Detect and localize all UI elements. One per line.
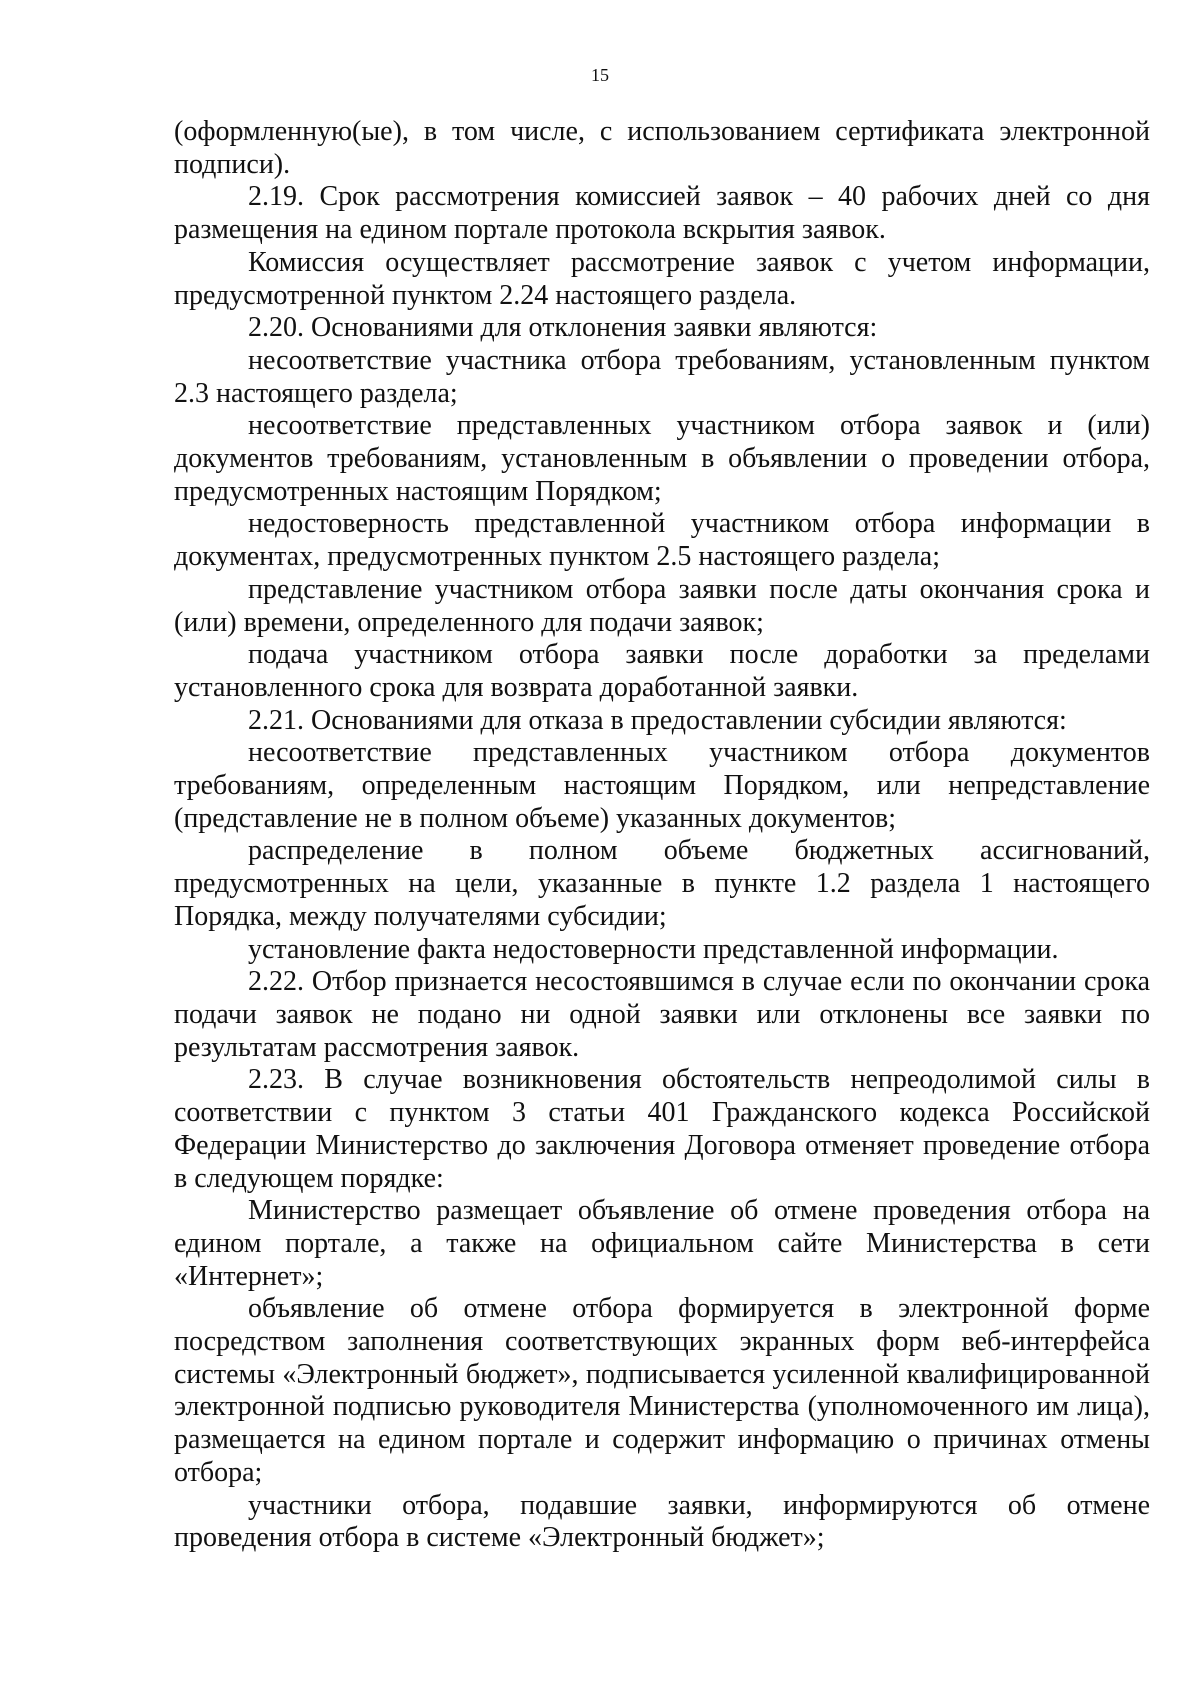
paragraph-commission: Комиссия осуществляет рассмотрение заявок с учетом информации, предусмотренной пунктом 2.24 настоящего раздела. [174,246,1150,311]
document-body [174,116,1150,1555]
paragraph-2-19: 2.19. Срок рассмотрения комиссией заявок – 40 рабочих дней со дня размещения на едином портале протокола вскрытия заявок. [174,181,1150,246]
list-item-rejection-1: несоответствие участника отбора требованиям, установленным пунктом 2.3 настоящего раздела; [174,344,1150,409]
list-item-cancel-1: Министерство размещает объявление об отмене проведения отбора на едином портале, а также на официальном сайте Министерства в сети «Интернет»; [174,1195,1150,1292]
list-item-cancel-2: объявление об отмене отбора формируется в электронной форме посредством заполнения соответствующих экранных форм веб-интерфейса системы «Электронный бюджет», подписывается усиленной квалифицированной электронной подписью руководителя Министерства (уполномоченного им лица), размещается на едином портале и содержит информацию о причинах отмены отбора; [174,1293,1150,1488]
paragraph-2-22: 2.22. Отбор признается несостоявшимся в случае если по окончании срока подачи заявок не подано ни одной заявки или отклонены все заявки по результатам рассмотрения заявок. [174,966,1150,1063]
page-number: 15 [591,65,609,85]
paragraph-continuation: (оформленную(ые), в том числе, с использованием сертификата электронной подписи). [174,116,1150,180]
paragraph-2-20: 2.20. Основаниями для отклонения заявки являются: [248,312,878,344]
paragraph-2-21: 2.21. Основаниями для отказа в предоставлении субсидии являются: [248,704,1067,736]
list-item-rejection-2: несоответствие представленных участником отбора заявок и (или) документов требованиям, установленным в объявлении о проведении отбора, предусмотренных настоящим Порядком; [174,410,1150,507]
list-item-rejection-5: подача участником отбора заявки после доработки за пределами установленного срока для возврата доработанной заявки. [174,639,1150,703]
paragraph-2-23: 2.23. В случае возникновения обстоятельств непреодолимой силы в соответствии с пунктом 3 статьи 401 Гражданского кодекса Российской Федерации Министерство до заключения Договора отменяет проведение отбора в следующем порядке: [174,1064,1150,1194]
list-item-cancel-3: участники отбора, подавшие заявки, информируются об отмене проведения отбора в системе «Электронный бюджет»; [174,1489,1150,1554]
list-item-refusal-2: распределение в полном объеме бюджетных ассигнований, предусмотренных на цели, указанные в пункте 1.2 раздела 1 настоящего Порядка, между получателями субсидии; [174,835,1150,932]
list-item-rejection-4: представление участником отбора заявки после даты окончания срока и (или) времени, определенного для подачи заявок; [174,573,1150,638]
list-item-refusal-3: установление факта недостоверности представленной информации. [248,933,1059,965]
list-item-rejection-3: недостоверность представленной участником отбора информации в документах, предусмотренных пунктом 2.5 настоящего раздела; [174,508,1150,573]
list-item-refusal-1: несоответствие представленных участником отбора документов требованиям, определенным настоящим Порядком, или непредставление (представление не в полном объеме) указанных документов; [174,737,1150,834]
